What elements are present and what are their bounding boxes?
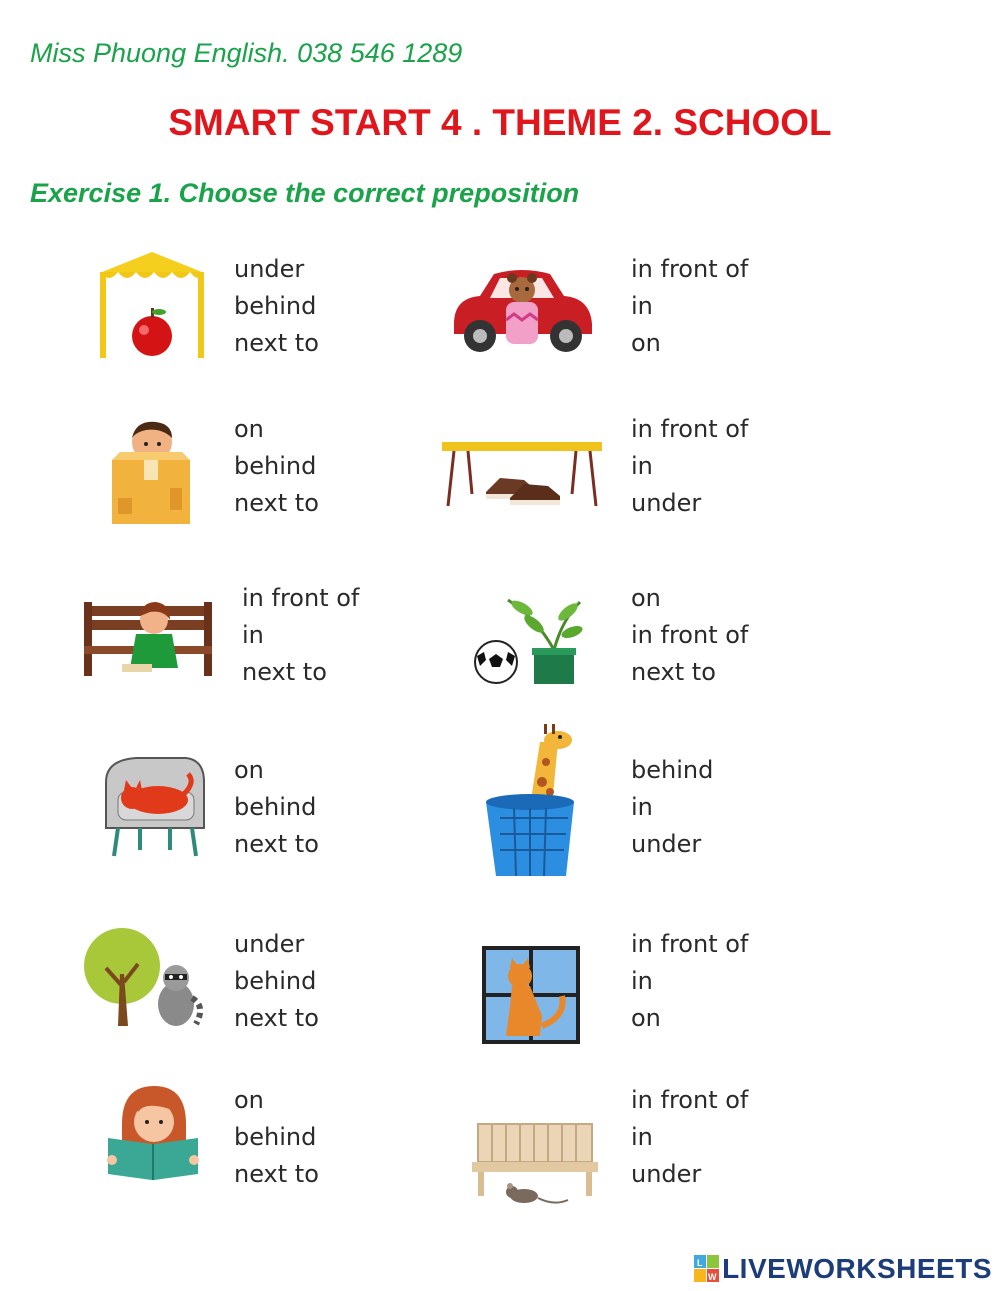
option[interactable]: in: [242, 621, 264, 649]
option[interactable]: under: [234, 930, 305, 958]
option-list: [631, 411, 748, 522]
option[interactable]: behind: [234, 793, 317, 821]
option[interactable]: on: [234, 415, 264, 443]
option[interactable]: in: [631, 452, 653, 480]
option-list: [234, 1082, 319, 1193]
option-list: [631, 926, 748, 1037]
option-list: [234, 752, 319, 863]
logo-text: LIVEWORKSHEETS: [722, 1253, 992, 1284]
option-list: [631, 580, 748, 691]
ball-next-to-plant-picture: [472, 590, 588, 686]
girl-behind-book-picture: [104, 1084, 202, 1182]
option[interactable]: next to: [234, 489, 319, 517]
option-list: [234, 926, 319, 1037]
option[interactable]: on: [234, 756, 264, 784]
option[interactable]: in: [631, 793, 653, 821]
option[interactable]: under: [631, 830, 702, 858]
cat-in-window-picture: [482, 946, 580, 1044]
option[interactable]: next to: [234, 1004, 319, 1032]
girl-in-car-picture: [446, 264, 598, 356]
option[interactable]: behind: [234, 967, 317, 995]
girl-in-front-of-bench-picture: [80, 598, 216, 678]
option[interactable]: on: [631, 1004, 661, 1032]
option[interactable]: in: [631, 967, 653, 995]
option[interactable]: next to: [242, 658, 327, 686]
option[interactable]: in front of: [631, 621, 749, 649]
option-list: [631, 1082, 748, 1193]
option[interactable]: under: [631, 1160, 702, 1188]
shoes-under-table-picture: [440, 438, 604, 510]
page-title: SMART START 4 . THEME 2. SCHOOL: [168, 102, 832, 143]
option[interactable]: under: [234, 255, 305, 283]
option[interactable]: in front of: [631, 415, 749, 443]
option[interactable]: next to: [234, 329, 319, 357]
cat-on-chair-picture: [96, 752, 208, 860]
option-list: [631, 251, 748, 362]
mouse-under-bench-picture: [468, 1120, 602, 1210]
logo-mark-icon: [694, 1255, 720, 1283]
option[interactable]: behind: [234, 1123, 317, 1151]
option-list: [234, 251, 319, 362]
logo-mark-letter: W: [708, 1272, 717, 1282]
logo-mark-letter: L: [697, 1258, 703, 1268]
option[interactable]: in front of: [631, 930, 749, 958]
option[interactable]: in front of: [631, 255, 749, 283]
option[interactable]: on: [631, 584, 661, 612]
option[interactable]: next to: [234, 1160, 319, 1188]
option[interactable]: in front of: [242, 584, 360, 612]
apple-under-tent-picture: [96, 250, 208, 362]
raccoon-next-to-tree-picture: [80, 926, 208, 1030]
option[interactable]: on: [631, 329, 661, 357]
option[interactable]: in front of: [631, 1086, 749, 1114]
option[interactable]: behind: [234, 452, 317, 480]
boy-behind-box-picture: [106, 418, 196, 528]
option[interactable]: next to: [631, 658, 716, 686]
header-credit: Miss Phuong English. 038 546 1289: [30, 38, 463, 68]
option[interactable]: behind: [234, 292, 317, 320]
option-list: [242, 580, 359, 691]
liveworksheets-logo[interactable]: [694, 1253, 992, 1285]
option[interactable]: on: [234, 1086, 264, 1114]
exercise-title: Exercise 1. Choose the correct preposition: [30, 178, 580, 208]
option[interactable]: next to: [234, 830, 319, 858]
option-list: [631, 752, 713, 863]
giraffe-behind-basket-picture: [484, 722, 580, 880]
option[interactable]: behind: [631, 756, 714, 784]
option[interactable]: under: [631, 489, 702, 517]
option[interactable]: in: [631, 1123, 653, 1151]
option-list: [234, 411, 319, 522]
option[interactable]: in: [631, 292, 653, 320]
